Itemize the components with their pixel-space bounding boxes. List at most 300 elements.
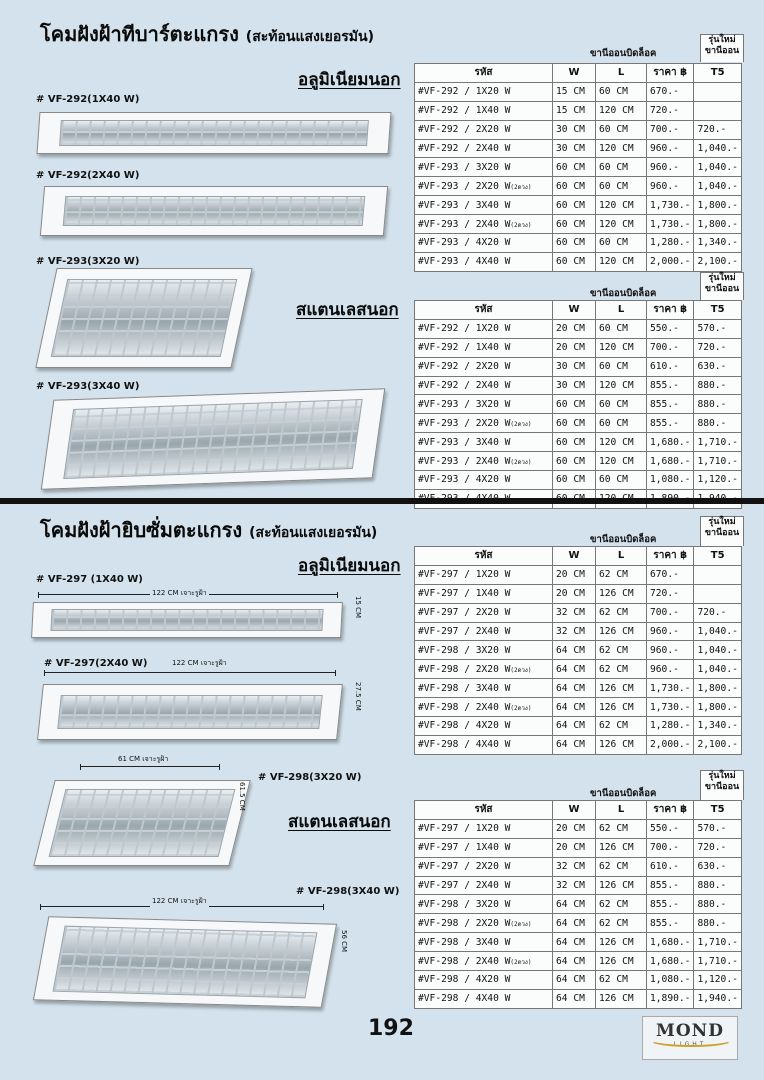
width-cell: 15 CM bbox=[553, 101, 596, 120]
product-code-text: #VF-298 / 3X40 W bbox=[418, 936, 511, 948]
t5-caption-line: รุ่นใหม่ bbox=[708, 35, 736, 45]
table-header-row bbox=[415, 547, 742, 566]
product-image-vf292-1x40 bbox=[37, 112, 392, 154]
t5-price-cell: 880.- bbox=[694, 395, 741, 414]
width-cell: 64 CM bbox=[553, 914, 596, 933]
table-row bbox=[415, 177, 742, 196]
column-header: ราคา ฿ bbox=[647, 801, 694, 820]
column-header: T5 bbox=[694, 64, 741, 83]
price-cell: 855.- bbox=[647, 414, 694, 433]
t5-price-cell: 1,340.- bbox=[694, 717, 741, 736]
width-cell: 60 CM bbox=[553, 177, 596, 196]
table-row bbox=[415, 120, 742, 139]
section-subtitle: (สะท้อนแสงเยอรมัน) bbox=[245, 29, 374, 45]
length-cell: 120 CM bbox=[596, 433, 647, 452]
section-subtitle: (สะท้อนแสงเยอรมัน) bbox=[249, 525, 378, 541]
table-row bbox=[415, 717, 742, 736]
product-code-text: #VF-292 / 2X20 W bbox=[418, 361, 511, 373]
product-code-text: #VF-292 / 2X40 W bbox=[418, 143, 511, 154]
length-cell: 62 CM bbox=[596, 603, 647, 622]
t5-price-cell: 2,100.- bbox=[694, 735, 741, 754]
product-code bbox=[415, 376, 553, 395]
price-cell: 960.- bbox=[647, 660, 694, 679]
column-header: W bbox=[553, 301, 596, 320]
price-cell: 855.- bbox=[647, 914, 694, 933]
table-row bbox=[415, 196, 742, 215]
dimension-label: 15 CM bbox=[354, 596, 362, 619]
product-code-text: #VF-292 / 1X20 W bbox=[418, 86, 511, 98]
product-code bbox=[415, 819, 553, 838]
length-cell: 126 CM bbox=[596, 735, 647, 754]
table-caption: ขานีออนบิดล็อค bbox=[590, 48, 657, 59]
t5-price-cell: 1,710.- bbox=[694, 433, 741, 452]
t5-price-cell: 1,710.- bbox=[694, 952, 741, 971]
price-cell: 960.- bbox=[647, 641, 694, 660]
brand-logo bbox=[642, 1016, 738, 1060]
width-cell: 20 CM bbox=[553, 819, 596, 838]
product-image-vf292-2x40 bbox=[40, 186, 388, 236]
product-code bbox=[415, 838, 553, 857]
dimension-line bbox=[44, 672, 336, 673]
t5-price-cell: 630.- bbox=[694, 357, 741, 376]
width-cell: 20 CM bbox=[553, 319, 596, 338]
dimension-label: 122 CM เจาะรูฝ้า bbox=[172, 659, 227, 667]
product-image-vf297-2x40 bbox=[37, 684, 343, 740]
price-cell: 1,680.- bbox=[647, 452, 694, 471]
product-label: # VF-292(2X40 W) bbox=[36, 170, 140, 181]
product-code bbox=[415, 735, 553, 754]
dimension-label: 61.5 CM bbox=[238, 782, 246, 811]
product-image-vf297-1x40 bbox=[31, 602, 343, 638]
width-cell: 30 CM bbox=[553, 139, 596, 158]
product-code-text: #VF-292 / 1X40 W bbox=[418, 342, 511, 354]
price-cell: 720.- bbox=[647, 101, 694, 120]
product-code bbox=[415, 196, 553, 215]
price-cell: 700.- bbox=[647, 838, 694, 857]
length-cell: 62 CM bbox=[596, 971, 647, 990]
product-image-vf293-3x40 bbox=[41, 388, 386, 489]
material-label-stainless: สแตนเลสนอก bbox=[296, 300, 399, 320]
product-label: # VF-298(3X40 W) bbox=[296, 886, 400, 897]
table-caption: ขานีออนบิดล็อค bbox=[590, 288, 657, 299]
column-header: W bbox=[553, 547, 596, 566]
product-label: # VF-297(2X40 W) bbox=[44, 658, 148, 669]
price-cell: 855.- bbox=[647, 395, 694, 414]
product-code-text: #VF-298 / 4X40 W bbox=[418, 993, 511, 1005]
t5-price-cell: 630.- bbox=[694, 857, 741, 876]
width-cell: 64 CM bbox=[553, 971, 596, 990]
product-code-text: #VF-297 / 1X40 W bbox=[418, 588, 511, 600]
length-cell: 60 CM bbox=[596, 120, 647, 139]
t5-caption-line: ขานีออน bbox=[704, 284, 740, 294]
t5-price-cell: 1,800.- bbox=[694, 196, 741, 215]
t5-price-cell: 2,100.- bbox=[694, 252, 741, 271]
table-row bbox=[415, 452, 742, 471]
price-cell: 855.- bbox=[647, 876, 694, 895]
table-row bbox=[415, 895, 742, 914]
table-caption: ขานีออนบิดล็อค bbox=[590, 788, 657, 799]
product-image-vf298-3x40 bbox=[33, 916, 337, 1008]
width-cell: 60 CM bbox=[553, 252, 596, 271]
price-table-gypsum-stainless bbox=[414, 800, 742, 1009]
width-cell: 64 CM bbox=[553, 895, 596, 914]
price-cell: 610.- bbox=[647, 857, 694, 876]
price-cell: 720.- bbox=[647, 584, 694, 603]
product-code-text: #VF-298 / 2X40 W bbox=[418, 955, 511, 967]
table-row bbox=[415, 735, 742, 754]
product-code-text: #VF-297 / 2X20 W bbox=[418, 607, 511, 619]
width-cell: 32 CM bbox=[553, 622, 596, 641]
price-cell: 1,730.- bbox=[647, 698, 694, 717]
column-header: T5 bbox=[694, 547, 741, 566]
product-code bbox=[415, 139, 553, 158]
length-cell: 60 CM bbox=[596, 471, 647, 490]
width-cell: 30 CM bbox=[553, 376, 596, 395]
t5-price-cell: 880.- bbox=[694, 876, 741, 895]
price-cell: 960.- bbox=[647, 139, 694, 158]
product-code bbox=[415, 660, 553, 679]
product-code-text: #VF-298 / 2X20 W bbox=[418, 663, 511, 675]
t5-price-cell: 1,710.- bbox=[694, 933, 741, 952]
length-cell: 62 CM bbox=[596, 914, 647, 933]
column-header: L bbox=[596, 301, 647, 320]
width-cell: 20 CM bbox=[553, 565, 596, 584]
table-row bbox=[415, 603, 742, 622]
dimension-label: 27.5 CM bbox=[354, 682, 362, 711]
t5-caption-line: รุ่นใหม่ bbox=[708, 771, 736, 781]
table-row bbox=[415, 819, 742, 838]
product-image-vf298-3x20 bbox=[33, 780, 250, 866]
product-code-text: #VF-297 / 2X40 W bbox=[418, 626, 511, 637]
length-cell: 62 CM bbox=[596, 660, 647, 679]
width-cell: 64 CM bbox=[553, 989, 596, 1008]
product-code bbox=[415, 120, 553, 139]
length-cell: 120 CM bbox=[596, 376, 647, 395]
price-cell: 960.- bbox=[647, 158, 694, 177]
product-code bbox=[415, 952, 553, 971]
price-table-tbar-aluminium bbox=[414, 63, 742, 272]
product-code-text: #VF-298 / 3X20 W bbox=[418, 644, 511, 656]
product-label: # VF-297 (1X40 W) bbox=[36, 574, 143, 585]
length-cell: 60 CM bbox=[596, 234, 647, 253]
price-cell: 1,280.- bbox=[647, 234, 694, 253]
lamp-count-note: (2ดวง) bbox=[510, 958, 532, 966]
product-code-text: #VF-293 / 3X20 W bbox=[418, 161, 511, 173]
fixture-grille bbox=[63, 399, 363, 479]
column-header: T5 bbox=[694, 801, 741, 820]
price-cell: 1,730.- bbox=[647, 196, 694, 215]
price-cell: 1,080.- bbox=[647, 471, 694, 490]
product-code bbox=[415, 641, 553, 660]
width-cell: 20 CM bbox=[553, 338, 596, 357]
length-cell: 60 CM bbox=[596, 319, 647, 338]
t5-caption bbox=[700, 516, 744, 546]
product-code-text: #VF-298 / 4X40 W bbox=[418, 739, 511, 751]
length-cell: 126 CM bbox=[596, 679, 647, 698]
length-cell: 126 CM bbox=[596, 876, 647, 895]
table-row bbox=[415, 319, 742, 338]
length-cell: 126 CM bbox=[596, 584, 647, 603]
table-row bbox=[415, 101, 742, 120]
table-row bbox=[415, 414, 742, 433]
product-code bbox=[415, 234, 553, 253]
fixture-grille bbox=[53, 926, 317, 998]
t5-price-cell bbox=[694, 101, 741, 120]
t5-price-cell bbox=[694, 565, 741, 584]
width-cell: 60 CM bbox=[553, 395, 596, 414]
price-cell: 610.- bbox=[647, 357, 694, 376]
width-cell: 64 CM bbox=[553, 717, 596, 736]
product-code bbox=[415, 565, 553, 584]
price-cell: 550.- bbox=[647, 819, 694, 838]
product-code-text: #VF-298 / 3X20 W bbox=[418, 898, 511, 910]
product-code-text: #VF-298 / 2X40 W bbox=[418, 701, 511, 713]
price-table-gypsum-aluminium bbox=[414, 546, 742, 755]
table-row bbox=[415, 857, 742, 876]
product-code-text: #VF-297 / 2X40 W bbox=[418, 880, 511, 891]
lamp-count-note: (2ดวง) bbox=[510, 221, 532, 229]
product-code bbox=[415, 603, 553, 622]
t5-price-cell: 1,340.- bbox=[694, 234, 741, 253]
width-cell: 15 CM bbox=[553, 82, 596, 101]
logo-tagline: LIGHT bbox=[673, 1041, 707, 1048]
table-row bbox=[415, 215, 742, 234]
price-cell: 1,730.- bbox=[647, 215, 694, 234]
fixture-grille bbox=[48, 789, 236, 856]
product-code bbox=[415, 252, 553, 271]
column-header: W bbox=[553, 801, 596, 820]
length-cell: 120 CM bbox=[596, 252, 647, 271]
product-code bbox=[415, 433, 553, 452]
table-row bbox=[415, 82, 742, 101]
lamp-count-note: (2ดวง) bbox=[510, 420, 532, 428]
fixture-grille bbox=[50, 279, 237, 357]
t5-price-cell: 1,120.- bbox=[694, 471, 741, 490]
section-title bbox=[40, 514, 377, 546]
t5-price-cell: 1,040.- bbox=[694, 139, 741, 158]
table-row bbox=[415, 584, 742, 603]
product-code bbox=[415, 876, 553, 895]
table-caption: ขานีออนบิดล็อค bbox=[590, 534, 657, 545]
price-cell: 855.- bbox=[647, 895, 694, 914]
width-cell: 32 CM bbox=[553, 876, 596, 895]
lamp-count-note: (2ดวง) bbox=[510, 458, 532, 466]
t5-caption bbox=[700, 272, 744, 300]
width-cell: 64 CM bbox=[553, 933, 596, 952]
product-code-text: #VF-293 / 4X20 W bbox=[418, 474, 511, 486]
product-code bbox=[415, 471, 553, 490]
product-code bbox=[415, 989, 553, 1008]
product-code-text: #VF-297 / 1X40 W bbox=[418, 842, 511, 854]
table-row bbox=[415, 622, 742, 641]
t5-price-cell: 720.- bbox=[694, 838, 741, 857]
price-cell: 960.- bbox=[647, 622, 694, 641]
width-cell: 60 CM bbox=[553, 471, 596, 490]
length-cell: 60 CM bbox=[596, 177, 647, 196]
table-row bbox=[415, 139, 742, 158]
length-cell: 62 CM bbox=[596, 819, 647, 838]
t5-caption bbox=[700, 770, 744, 800]
length-cell: 62 CM bbox=[596, 565, 647, 584]
width-cell: 60 CM bbox=[553, 234, 596, 253]
price-cell: 1,280.- bbox=[647, 717, 694, 736]
product-code bbox=[415, 158, 553, 177]
length-cell: 120 CM bbox=[596, 101, 647, 120]
t5-price-cell: 1,800.- bbox=[694, 215, 741, 234]
price-cell: 1,080.- bbox=[647, 971, 694, 990]
table-row bbox=[415, 433, 742, 452]
dimension-label: 122 CM เจาะรูฝ้า bbox=[152, 589, 207, 597]
t5-price-cell: 1,040.- bbox=[694, 177, 741, 196]
t5-caption-line: รุ่นใหม่ bbox=[708, 273, 736, 283]
t5-price-cell: 1,040.- bbox=[694, 660, 741, 679]
product-code-text: #VF-292 / 1X40 W bbox=[418, 105, 511, 117]
t5-price-cell bbox=[694, 82, 741, 101]
product-code bbox=[415, 215, 553, 234]
lamp-count-note: (2ดวง) bbox=[510, 666, 532, 674]
price-cell: 700.- bbox=[647, 120, 694, 139]
length-cell: 126 CM bbox=[596, 952, 647, 971]
product-code-text: #VF-293 / 4X40 W bbox=[418, 256, 511, 268]
t5-caption-line: ขานีออน bbox=[704, 46, 740, 56]
t5-price-cell: 1,040.- bbox=[694, 641, 741, 660]
price-cell: 1,890.- bbox=[647, 989, 694, 1008]
width-cell: 20 CM bbox=[553, 584, 596, 603]
price-cell: 1,680.- bbox=[647, 433, 694, 452]
t5-caption-line: ขานีออน bbox=[704, 782, 740, 792]
column-header: L bbox=[596, 801, 647, 820]
table-row bbox=[415, 234, 742, 253]
product-code-text: #VF-293 / 2X20 W bbox=[418, 180, 511, 192]
product-code bbox=[415, 895, 553, 914]
product-code-text: #VF-298 / 4X20 W bbox=[418, 974, 511, 986]
width-cell: 64 CM bbox=[553, 698, 596, 717]
t5-price-cell: 880.- bbox=[694, 895, 741, 914]
length-cell: 126 CM bbox=[596, 698, 647, 717]
t5-caption bbox=[700, 34, 744, 62]
length-cell: 60 CM bbox=[596, 357, 647, 376]
t5-price-cell: 880.- bbox=[694, 376, 741, 395]
width-cell: 64 CM bbox=[553, 679, 596, 698]
t5-price-cell: 1,040.- bbox=[694, 622, 741, 641]
length-cell: 120 CM bbox=[596, 215, 647, 234]
price-cell: 960.- bbox=[647, 177, 694, 196]
product-code-text: #VF-293 / 2X20 W bbox=[418, 417, 511, 429]
price-table-tbar-stainless bbox=[414, 300, 742, 509]
section-tbar bbox=[0, 0, 764, 500]
product-code bbox=[415, 914, 553, 933]
column-header: ราคา ฿ bbox=[647, 301, 694, 320]
product-code bbox=[415, 584, 553, 603]
t5-price-cell: 720.- bbox=[694, 120, 741, 139]
product-code-text: #VF-293 / 4X20 W bbox=[418, 237, 511, 249]
table-row bbox=[415, 395, 742, 414]
t5-price-cell: 1,120.- bbox=[694, 971, 741, 990]
column-header: L bbox=[596, 547, 647, 566]
column-header: รหัส bbox=[415, 547, 553, 566]
length-cell: 60 CM bbox=[596, 158, 647, 177]
product-code-text: #VF-297 / 1X20 W bbox=[418, 569, 511, 581]
width-cell: 60 CM bbox=[553, 196, 596, 215]
table-row bbox=[415, 641, 742, 660]
section-title bbox=[40, 18, 374, 50]
t5-price-cell: 1,040.- bbox=[694, 158, 741, 177]
width-cell: 30 CM bbox=[553, 120, 596, 139]
column-header: ราคา ฿ bbox=[647, 547, 694, 566]
length-cell: 62 CM bbox=[596, 857, 647, 876]
product-code-text: #VF-293 / 3X40 W bbox=[418, 199, 511, 211]
width-cell: 60 CM bbox=[553, 215, 596, 234]
price-cell: 550.- bbox=[647, 319, 694, 338]
product-code-text: #VF-298 / 2X20 W bbox=[418, 917, 511, 929]
table-row bbox=[415, 876, 742, 895]
price-cell: 670.- bbox=[647, 82, 694, 101]
length-cell: 126 CM bbox=[596, 933, 647, 952]
product-code bbox=[415, 319, 553, 338]
price-cell: 670.- bbox=[647, 565, 694, 584]
product-code-text: #VF-292 / 2X20 W bbox=[418, 124, 511, 136]
table-row bbox=[415, 698, 742, 717]
table-row bbox=[415, 376, 742, 395]
t5-price-cell: 1,800.- bbox=[694, 679, 741, 698]
section-divider bbox=[0, 498, 764, 504]
material-label-aluminium: อลูมิเนียมนอก bbox=[298, 70, 401, 90]
column-header: L bbox=[596, 64, 647, 83]
dimension-label: 61 CM เจาะรูฝ้า bbox=[118, 755, 169, 763]
section-gypsum bbox=[0, 506, 764, 1080]
table-row bbox=[415, 158, 742, 177]
width-cell: 60 CM bbox=[553, 433, 596, 452]
product-code bbox=[415, 177, 553, 196]
price-cell: 2,000.- bbox=[647, 735, 694, 754]
length-cell: 126 CM bbox=[596, 838, 647, 857]
section-title-text: โคมฝังฝ้ายิบซั่มตะแกรง bbox=[40, 518, 243, 542]
t5-price-cell: 720.- bbox=[694, 603, 741, 622]
table-row bbox=[415, 338, 742, 357]
length-cell: 126 CM bbox=[596, 622, 647, 641]
product-code bbox=[415, 414, 553, 433]
width-cell: 64 CM bbox=[553, 641, 596, 660]
t5-caption-line: ขานีออน bbox=[704, 528, 740, 538]
t5-price-cell: 1,800.- bbox=[694, 698, 741, 717]
product-code bbox=[415, 357, 553, 376]
product-code bbox=[415, 452, 553, 471]
product-code-text: #VF-297 / 2X20 W bbox=[418, 861, 511, 873]
logo-swoosh-icon bbox=[649, 1033, 733, 1047]
length-cell: 60 CM bbox=[596, 414, 647, 433]
table-row bbox=[415, 952, 742, 971]
t5-price-cell: 570.- bbox=[694, 319, 741, 338]
price-cell: 1,730.- bbox=[647, 679, 694, 698]
length-cell: 62 CM bbox=[596, 717, 647, 736]
table-row bbox=[415, 357, 742, 376]
product-code bbox=[415, 717, 553, 736]
fixture-grille bbox=[57, 695, 323, 730]
product-code-text: #VF-292 / 2X40 W bbox=[418, 380, 511, 391]
product-code-text: #VF-293 / 2X40 W bbox=[418, 218, 511, 230]
price-cell: 700.- bbox=[647, 603, 694, 622]
table-header-row bbox=[415, 64, 742, 83]
table-row bbox=[415, 565, 742, 584]
product-code bbox=[415, 82, 553, 101]
product-code-text: #VF-297 / 1X20 W bbox=[418, 823, 511, 835]
t5-price-cell: 880.- bbox=[694, 914, 741, 933]
product-label: # VF-293(3X20 W) bbox=[36, 256, 140, 267]
product-code bbox=[415, 101, 553, 120]
product-code bbox=[415, 395, 553, 414]
length-cell: 120 CM bbox=[596, 452, 647, 471]
length-cell: 60 CM bbox=[596, 395, 647, 414]
